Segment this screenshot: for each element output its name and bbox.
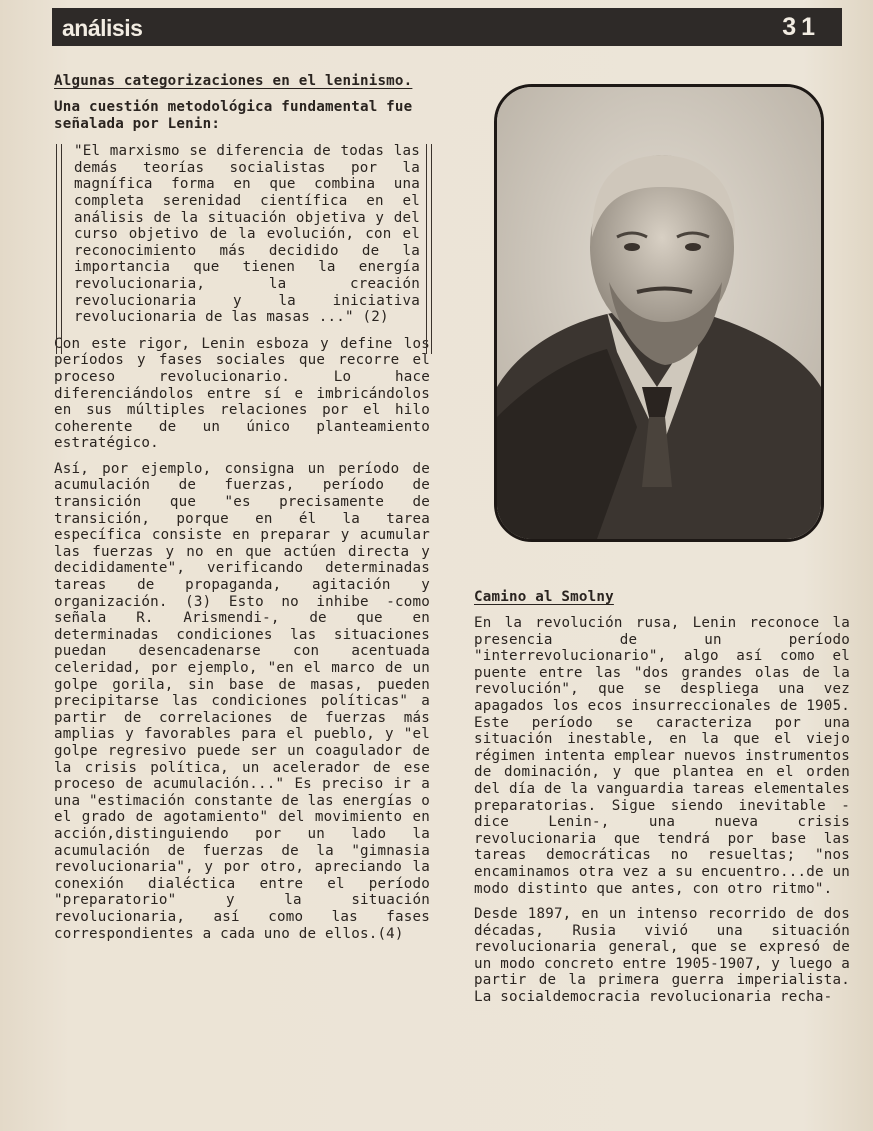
left-heading: Algunas categorizaciones en el leninismo.	[54, 73, 413, 89]
lead-sentence: Una cuestión metodológica fundamental fue señalada por Lenin:	[54, 99, 413, 132]
quote-rule-right	[426, 144, 432, 354]
left-column	[54, 73, 430, 951]
right-paragraph-1: En la revolución rusa, Lenin reconoce la presencia de un período "interrevolucionario", algo así como el puente entre las "dos grandes olas de la revolución", que se despliega una vez apagados los ecos insurreccionales de 1905. Este período se caracteriza por una situación inestable, en la que el viejo régimen intenta emplear nuevos instrumentos de dominación, y que plantea en el orden del día de la vanguardia tareas elementales preparatorias. Sigue siendo inevitable -dice Lenin-, una nueva crisis revolucionaria que tendrá por base las tareas democráticas no resueltas; "nos encaminamos otra vez a su encuentro...de un modo distinto que antes, con otro ritmo".	[474, 615, 850, 897]
right-heading: Camino al Smolny	[474, 589, 614, 605]
right-paragraph-2: Desde 1897, en un intenso recorrido de dos décadas, Rusia vivió una situación revolucionaria general, que se expresó de un modo concreto entre 1905-1907, y luego a partir de la primera guerra imperialista. La socialdemocracia revolucionaria recha-	[474, 906, 850, 1006]
page-number: 31	[782, 13, 820, 41]
right-column	[474, 589, 850, 1015]
left-paragraph-1: Con este rigor, Lenin esboza y define los períodos y fases sociales que recorre el proceso revolucionario. Lo hace diferenciándolos entre sí e imbricándolos en sus múltiples relaciones por el hilo coherente de un único planteamiento estratégico.	[54, 335, 430, 452]
section-title: análisis	[62, 15, 143, 41]
lenin-portrait-photo	[494, 84, 824, 542]
left-paragraph-2: Así, por ejemplo, consigna un período de acumulación de fuerzas, período de transición que "es precisamente de transición, porque en él la tarea específica consiste en preparar y acumular las fuerzas y no en que actúen directa y decididamente", verificando determinadas tareas de propaganda, agitación y organización. (3) Esto no inhibe -como señala R. Arismendi-, de que en determinadas condiciones las situaciones puedan desencadenarse con acentuada celeridad, por ejemplo, "en el marco de un golpe gorila, sin base de masas, pueden precipitarse las condiciones políticas" a partir de correlaciones de fuerzas más amplias y favorables para el pueblo, y "el golpe regresivo puede ser un coagulador de la crisis política, un acelerador de ese proceso de acumulación..." Es preciso ir a una "estimación constante de las energías o el grado de agotamiento" del movimiento en acción,distinguiendo por un lado la acumulación de fuerzas de la "gimnasia revolucionaria", y por otro, apreciando la conexión dialéctica entre el período "preparatorio" y la situación revolucionaria, así como las fases correspondientes a cada uno de ellos.(4)	[54, 460, 430, 942]
quote-text: "El marxismo se diferencia de todas las demás teorías socialistas por la magnífica forma en que combina una completa serenidad científica en el análisis de la situación objetiva y del curso objetivo de la evolución, con el reconocimiento más decidido de la importancia que tienen la energía revolucionaria, la creación revolucionaria y la iniciativa revolucionaria de las masas ..." (2)	[74, 143, 420, 326]
portrait-illustration	[497, 87, 821, 539]
lenin-quote	[54, 140, 430, 326]
quote-rule-left	[56, 144, 62, 354]
section-header-bar	[52, 8, 842, 46]
